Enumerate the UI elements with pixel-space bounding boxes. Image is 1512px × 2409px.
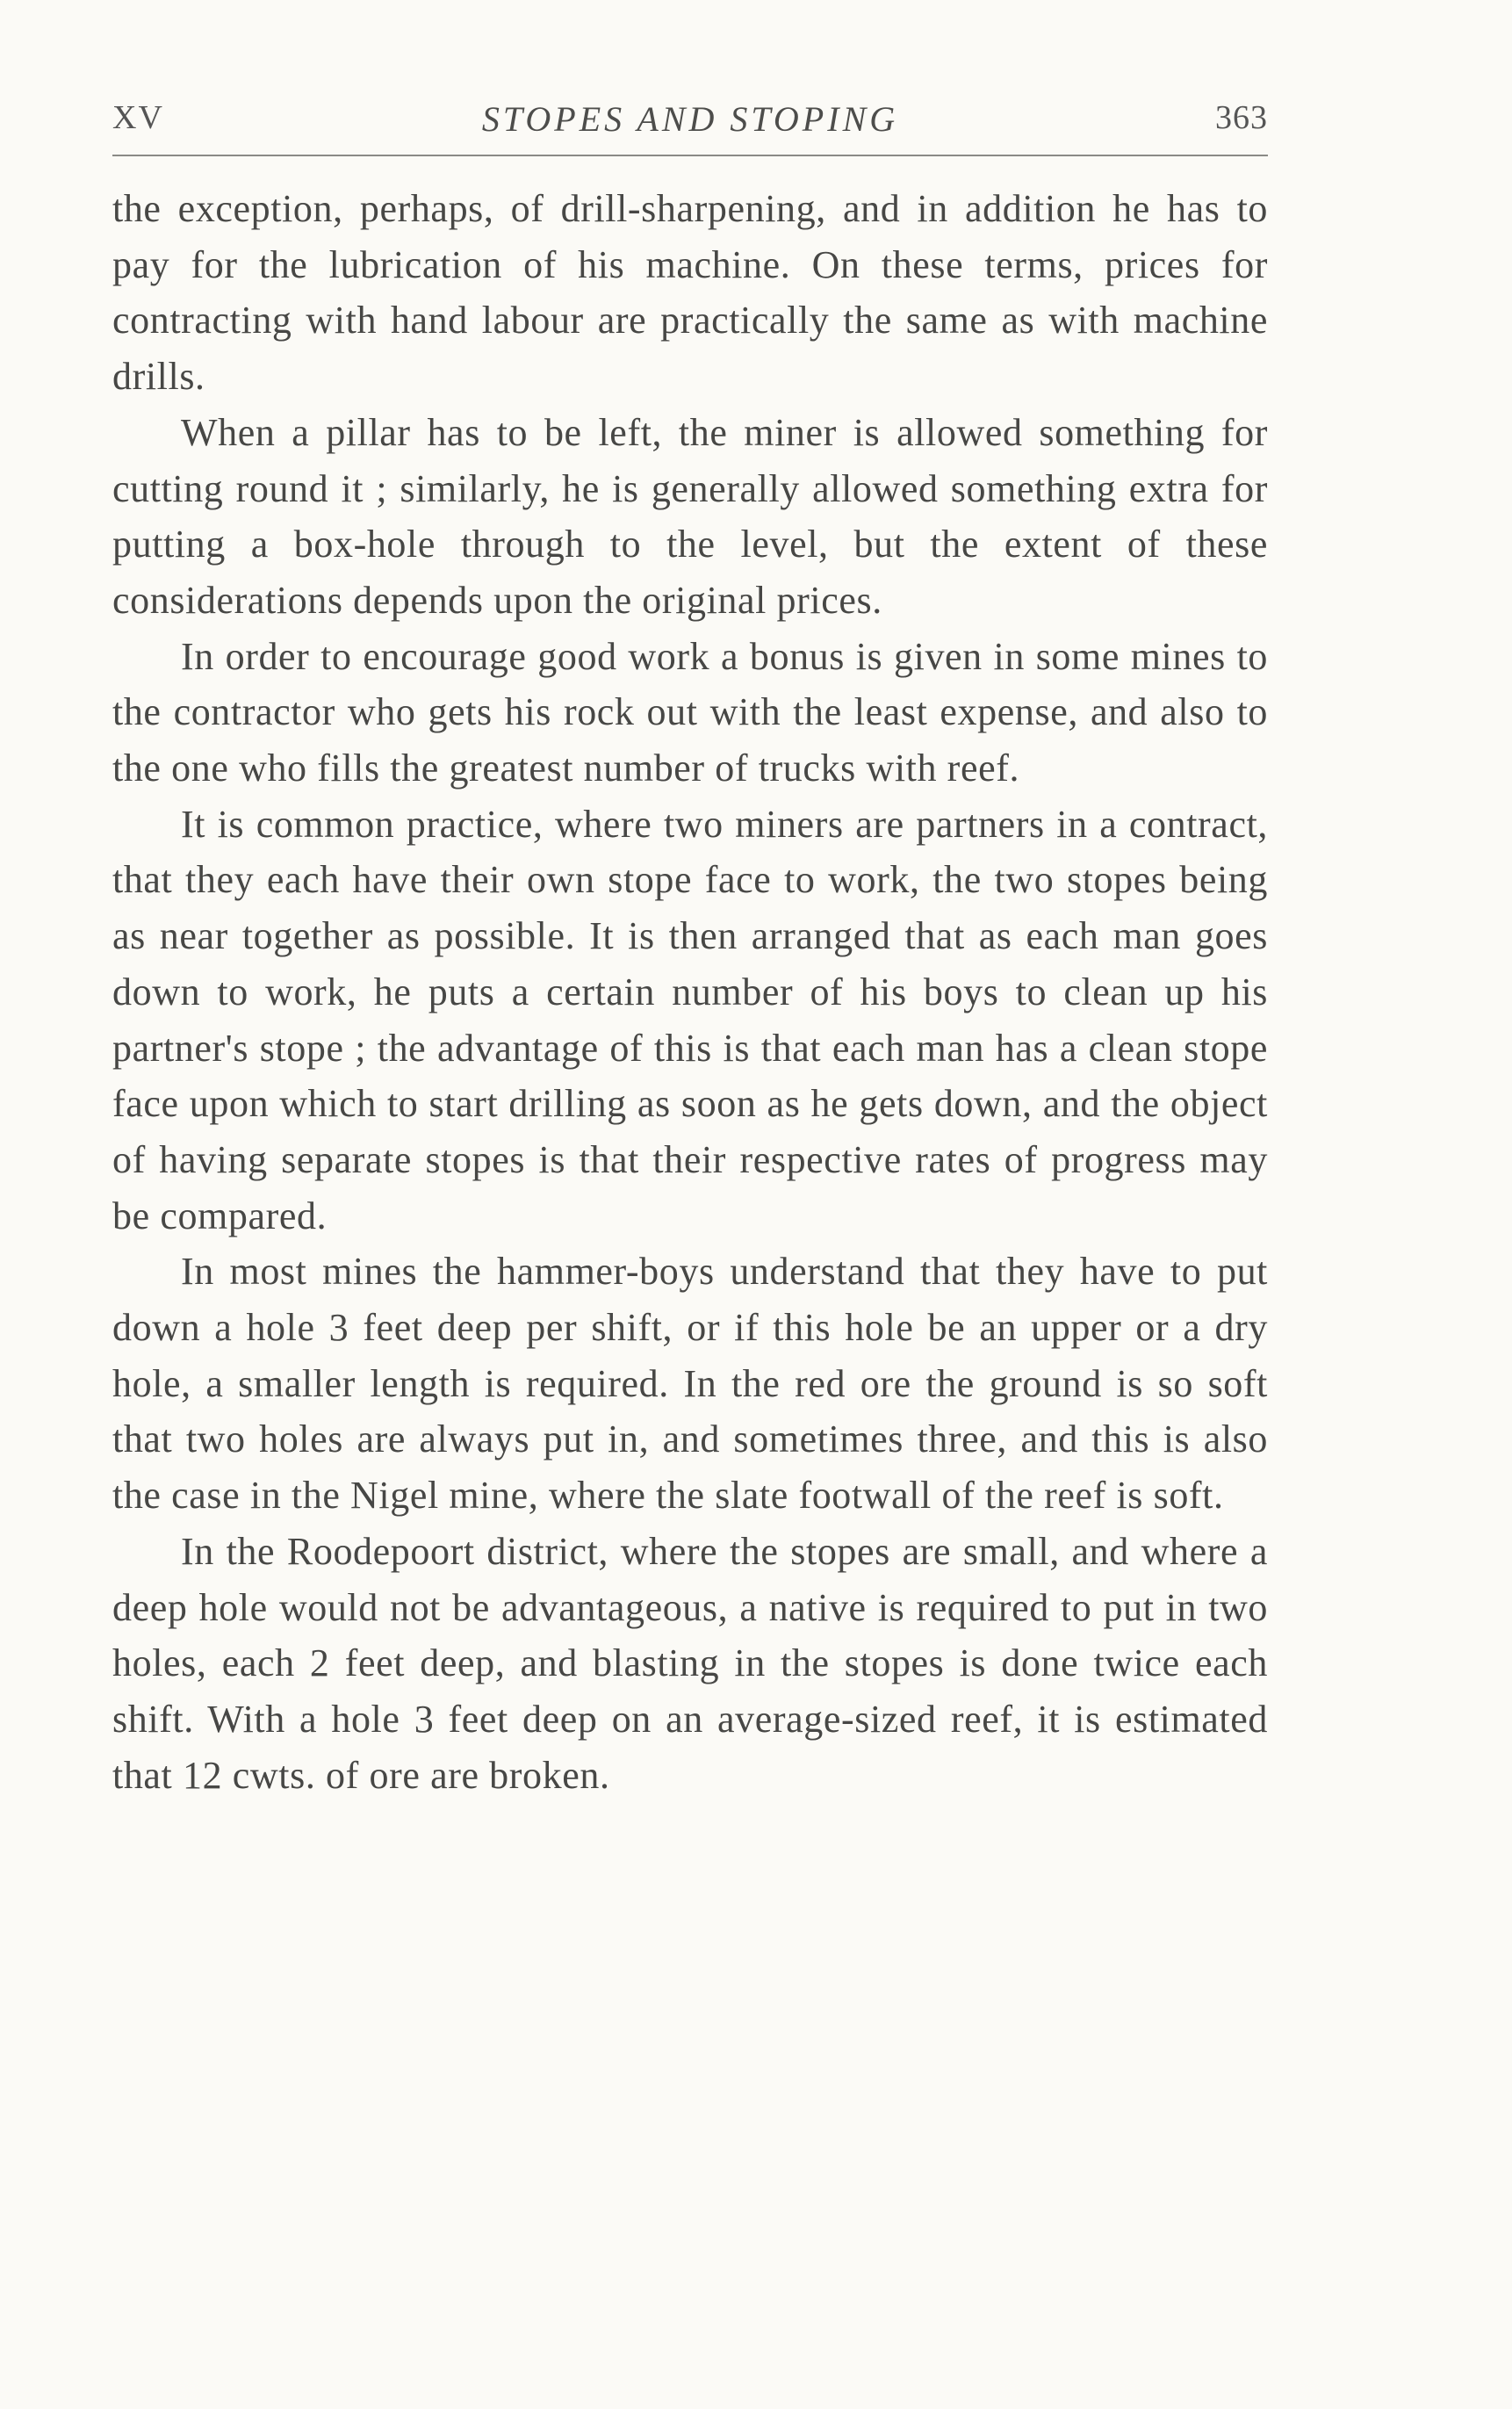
paragraph-pillar: When a pillar has to be left, the miner is allowed something for cutting round it ; similarly, he is generally allowed something extra for putting a box-hole through to the level, but the extent of these considerations depends upon the original prices.: [112, 410, 1268, 622]
running-title: STOPES AND STOPING: [481, 99, 899, 139]
body-text: [112, 181, 1268, 1803]
chapter-number: XV: [112, 99, 164, 136]
page-number: 363: [1215, 99, 1268, 136]
paragraph-hammer-boys: In most mines the hammer-boys understand that they have to put down a hole 3 feet deep per shift, or if this hole be an upper or a dry hole, a smaller length is required. In the red ore the ground is so soft that two holes are always put in, and sometimes three, and this is also the case in the Nigel mine, where the slate footwall of the reef is soft.: [112, 1250, 1268, 1518]
paragraph-partners: It is common practice, where two miners are partners in a contract, that they each have their own stope face to work, the two stopes being as near together as possible. It is then arranged that as each man goes down to work, he puts a certain number of his boys to clean up his partner's stope ; the advantage of this is that each man has a clean stope face upon which to start drilling as soon as he gets down, and the object of having separate stopes is that their respective rates of progress may be compared.: [112, 802, 1268, 1237]
paragraph-bonus: In order to encourage good work a bonus is given in some mines to the contractor who gets his rock out with the least expense, and also to the one who fills the greatest number of trucks with reef.: [112, 634, 1268, 790]
header-rule: [112, 155, 1268, 156]
paragraph-roodepoort: In the Roodepoort district, where the stopes are small, and where a deep hole would not be advantageous, a native is required to put in two holes, each 2 feet deep, and blasting in the stopes is done twice each shift. With a hole 3 feet deep on an average-sized reef, it is estimated that 12 cwts. of ore are broken.: [112, 1529, 1268, 1797]
paragraph-continued: the exception, perhaps, of drill-sharpening, and in addition he has to pay for the lubrication of his machine. On these terms, prices for contracting with hand labour are practically the same as with machine drills.: [112, 187, 1268, 399]
running-head: [112, 98, 1268, 151]
